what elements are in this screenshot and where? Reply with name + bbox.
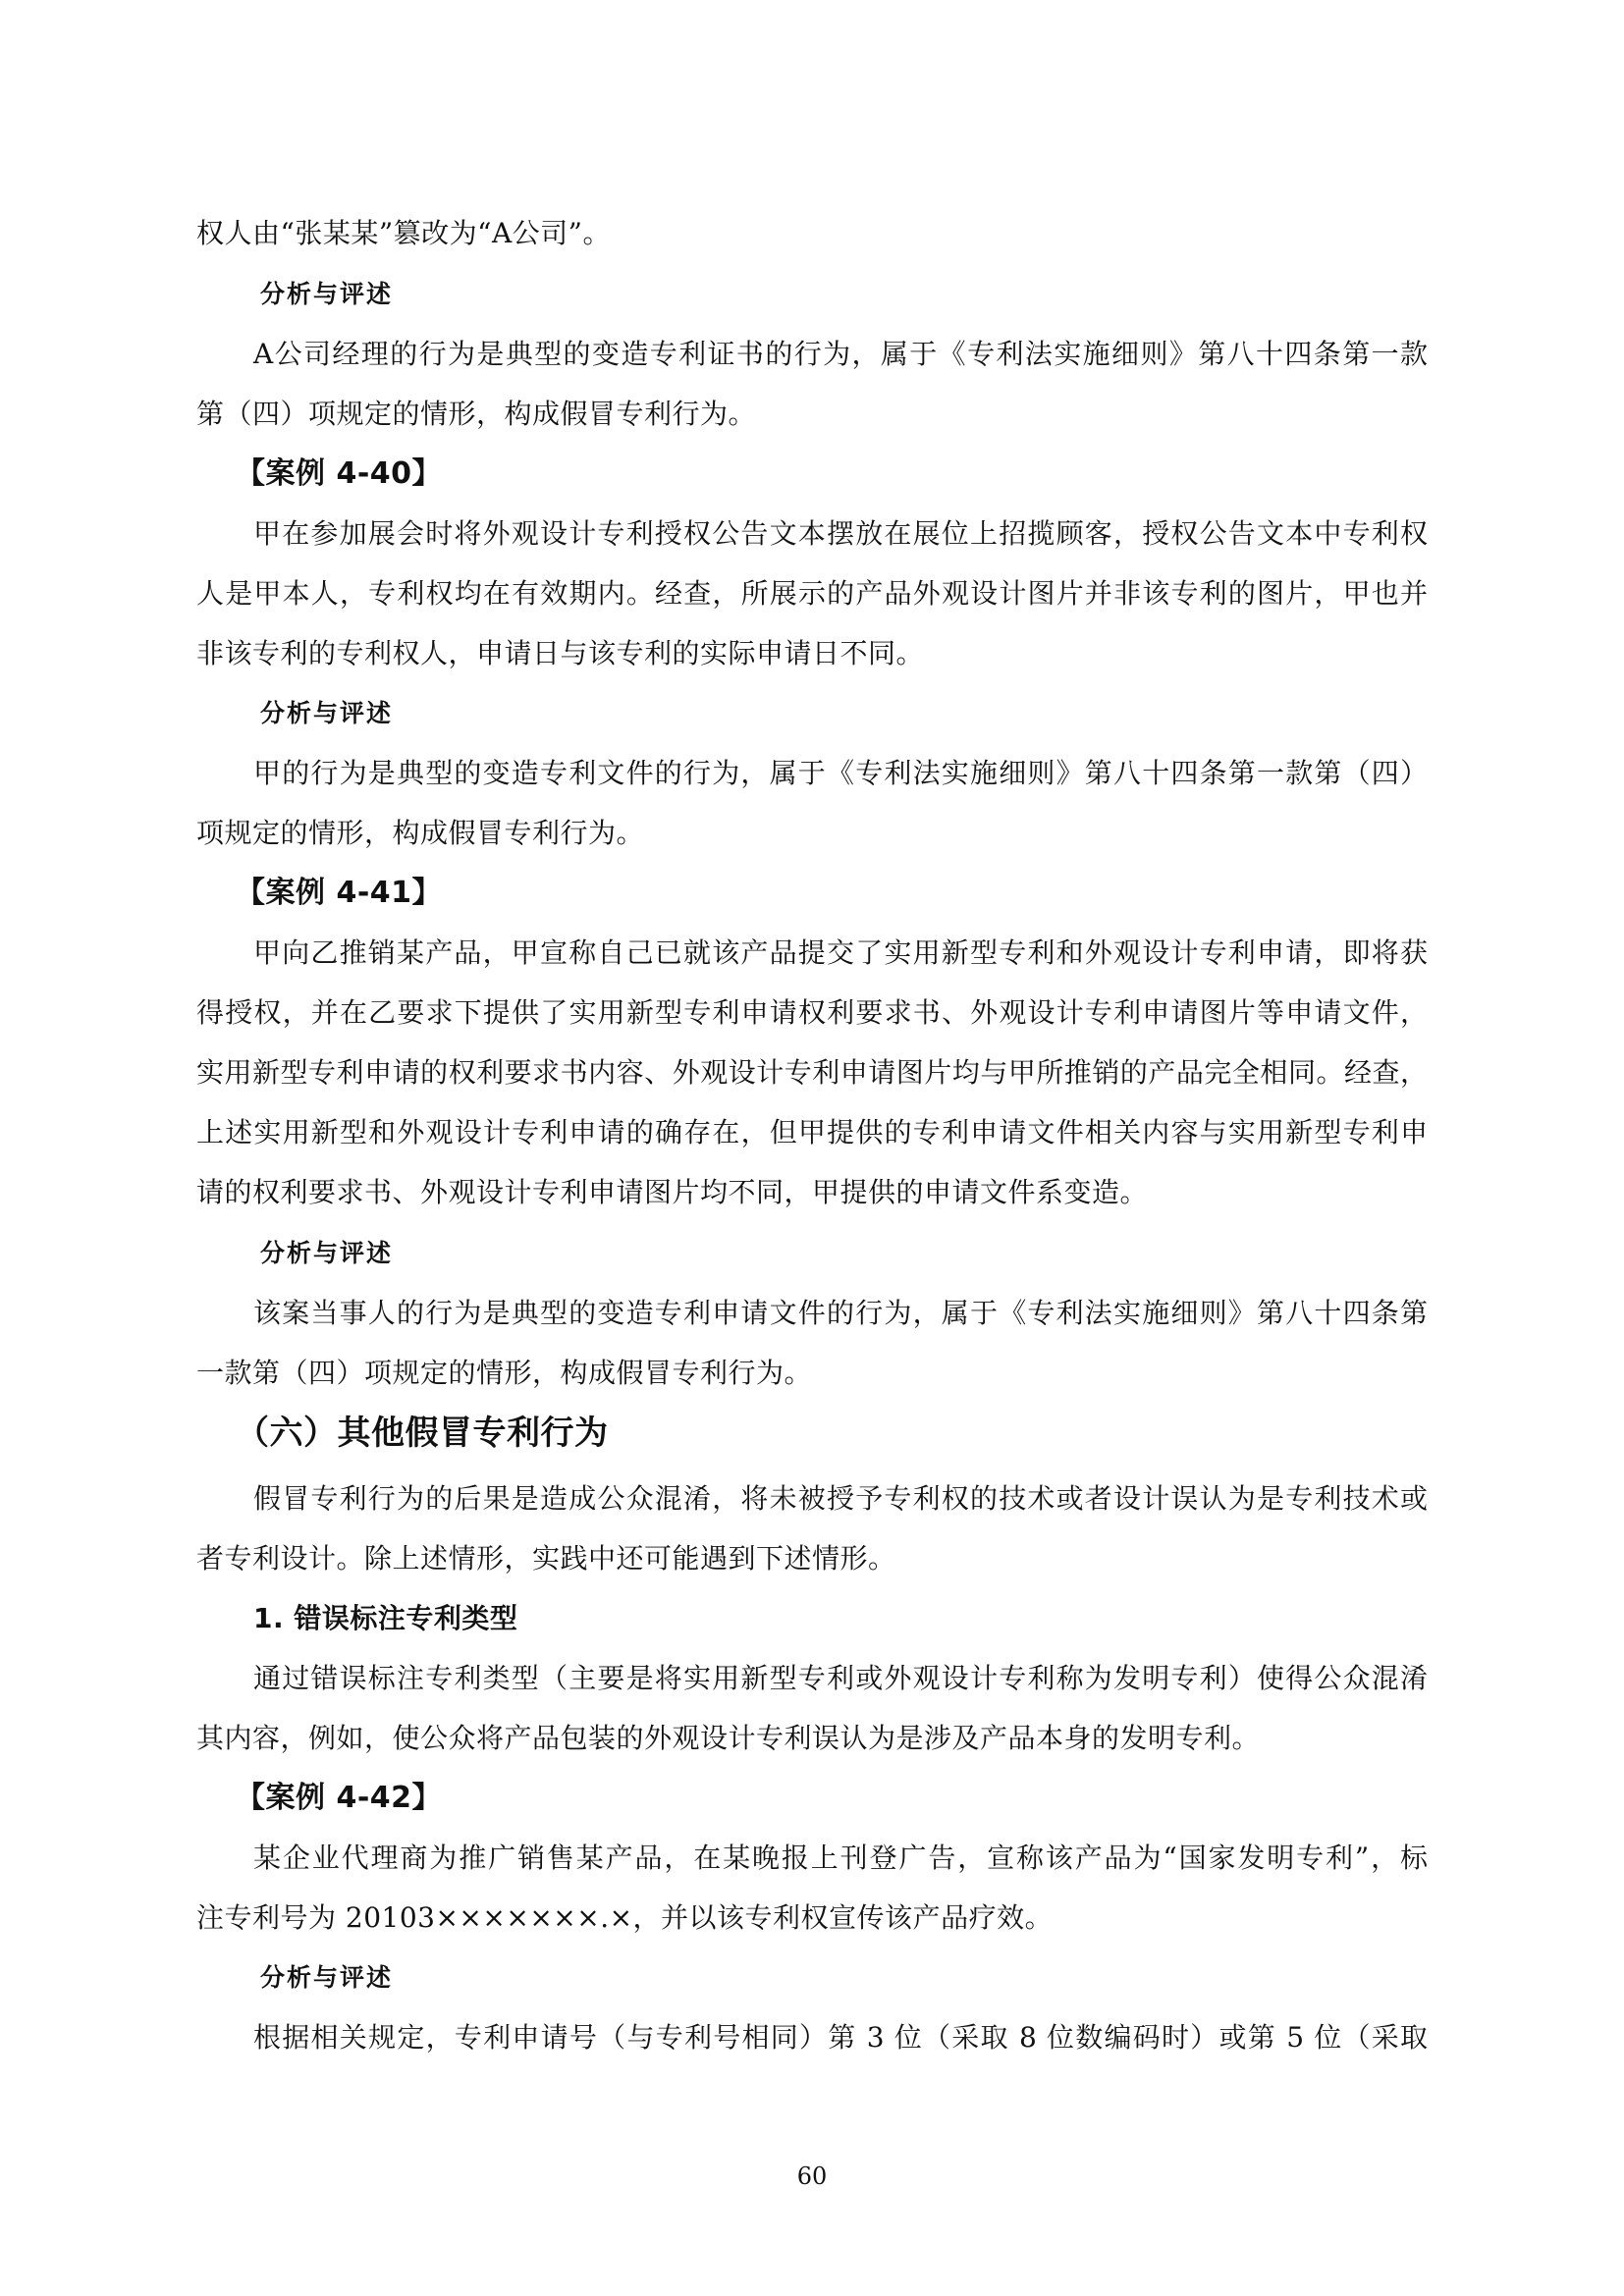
- paragraph-line: 其内容，例如，使公众将产品包装的外观设计专利误认为是涉及产品本身的发明专利。: [196, 1722, 1261, 1754]
- page-number: 60: [796, 2163, 828, 2190]
- paragraph-line: 上述实用新型和外观设计专利申请的确存在，但甲提供的专利申请文件相关内容与实用新型专利申: [196, 1116, 1428, 1148]
- case-title: 【案例 4-41】: [236, 876, 443, 910]
- analysis-heading: 分析与评述: [260, 1239, 394, 1267]
- paragraph-line: 一款第（四）项规定的情形，构成假冒专利行为。: [196, 1357, 813, 1389]
- paragraph-line: 甲的行为是典型的变造专利文件的行为，属于《专利法实施细则》第八十四条第一款第（四）: [253, 757, 1428, 789]
- paragraph-line: 甲在参加展会时将外观设计专利授权公告文本摆放在展位上招揽顾客，授权公告文本中专利权: [253, 517, 1428, 550]
- paragraph-line: 根据相关规定，专利申请号（与专利号相同）第 3 位（采取 8 位数编码时）或第 5 位（采取: [253, 2021, 1428, 2054]
- item-title: 1. 错误标注专利类型: [253, 1602, 518, 1634]
- paragraph-line: 实用新型专利申请的权利要求书内容、外观设计专利申请图片均与甲所推销的产品完全相同。经查，: [196, 1056, 1428, 1089]
- paragraph-line: 项规定的情形，构成假冒专利行为。: [196, 817, 645, 849]
- paragraph-line: 通过错误标注专利类型（主要是将实用新型专利或外观设计专利称为发明专利）使得公众混淆: [253, 1662, 1428, 1694]
- analysis-heading: 分析与评述: [260, 280, 394, 308]
- analysis-heading: 分析与评述: [260, 1963, 394, 1992]
- analysis-heading: 分析与评述: [260, 699, 394, 727]
- paragraph-line: A公司经理的行为是典型的变造专利证书的行为，属于《专利法实施细则》第八十四条第一款: [253, 338, 1428, 370]
- paragraph-line: 权人由“张某某”篡改为“A公司”。: [196, 217, 611, 249]
- paragraph-line: 第（四）项规定的情形，构成假冒专利行为。: [196, 398, 757, 430]
- paragraph-line: 人是甲本人，专利权均在有效期内。经查，所展示的产品外观设计图片并非该专利的图片，甲也并: [196, 577, 1428, 610]
- paragraph-line: 甲向乙推销某产品，甲宣称自己已就该产品提交了实用新型专利和外观设计专利申请，即将获: [253, 936, 1428, 969]
- paragraph-line: 非该专利的专利权人，申请日与该专利的实际申请日不同。: [196, 637, 925, 669]
- paragraph-line: 某企业代理商为推广销售某产品，在某晚报上刊登广告，宣称该产品为“国家发明专利”，标: [253, 1842, 1428, 1874]
- case-title: 【案例 4-40】: [236, 456, 443, 491]
- paragraph-line: 者专利设计。除上述情形，实践中还可能遇到下述情形。: [196, 1542, 896, 1575]
- paragraph-line: 该案当事人的行为是典型的变造专利申请文件的行为，属于《专利法实施细则》第八十四条第: [253, 1297, 1428, 1329]
- paragraph-line: 注专利号为 20103×××××××.×，并以该专利权宣传该产品疗效。: [196, 1901, 1054, 1934]
- paragraph-line: 得授权，并在乙要求下提供了实用新型专利申请权利要求书、外观设计专利申请图片等申请文件，: [196, 996, 1428, 1029]
- case-title: 【案例 4-42】: [236, 1781, 443, 1815]
- paragraph-line: 假冒专利行为的后果是造成公众混淆，将未被授予专利权的技术或者设计误认为是专利技术或: [253, 1482, 1428, 1515]
- section-title: （六）其他假冒专利行为: [236, 1414, 609, 1453]
- paragraph-line: 请的权利要求书、外观设计专利申请图片均不同，甲提供的申请文件系变造。: [196, 1176, 1149, 1208]
